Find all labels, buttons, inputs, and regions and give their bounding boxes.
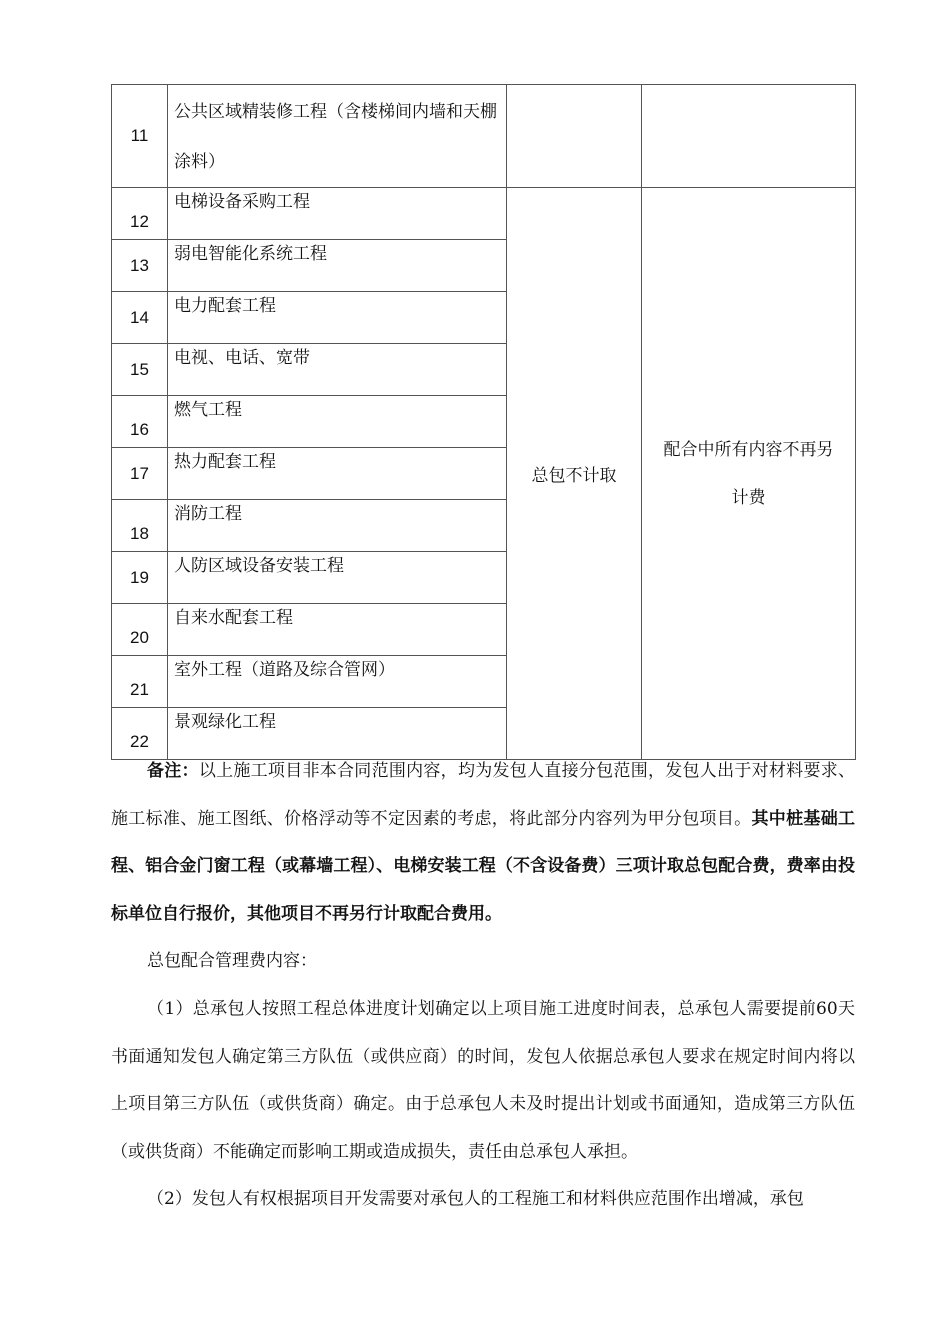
row-number: 16 <box>112 396 168 448</box>
row-item-name: 人防区域设备安装工程 <box>168 552 507 604</box>
subcontract-items-table <box>111 84 856 760</box>
mgmt-heading: 总包配合管理费内容： <box>147 951 317 971</box>
row-number: 14 <box>112 292 168 344</box>
row-number: 17 <box>112 448 168 500</box>
row-item-name: 电梯设备采购工程 <box>168 188 507 240</box>
remark-cell <box>642 85 856 188</box>
row-item-name: 电视、电话、宽带 <box>168 344 507 396</box>
mgmt-item-2: （2）发包人有权根据项目开发需要对承包人的工程施工和材料供应范围作出增减，承包 <box>147 1189 804 1209</box>
row-item-name: 消防工程 <box>168 500 507 552</box>
remark-merged-cell: 配合中所有内容不再另计费 <box>642 188 856 760</box>
row-number: 13 <box>112 240 168 292</box>
row-number: 19 <box>112 552 168 604</box>
note-paragraph <box>111 748 855 938</box>
row-number: 12 <box>112 188 168 240</box>
row-number: 20 <box>112 604 168 656</box>
note-text: 以上施工项目非本合同范围内容，均为发包人直接分包范围，发包人出于对材料要求、施工标准、施工图纸、价格浮动等不定因素的考虑，将此部分内容列为甲分包项目。 <box>111 761 856 829</box>
row-number: 18 <box>112 500 168 552</box>
row-item-name: 电力配套工程 <box>168 292 507 344</box>
table-row <box>112 188 856 240</box>
row-item-name: 室外工程（道路及综合管网） <box>168 656 507 708</box>
mgmt-item-1: （1）总承包人按照工程总体进度计划确定以上项目施工进度时间表，总承包人需要提前60天书面通知发包人确定第三方队伍（或供应商）的时间，发包人依据总承包人要求在规定时间内将以上项目第三方队伍（或供货商）确定。由于总承包人未及时提出计划或书面通知，造成第三方队伍（或供货商）不能确定而影响工期或造成损失，责任由总承包人承担。 <box>111 999 855 1162</box>
row-item-name: 热力配套工程 <box>168 448 507 500</box>
row-item-name: 自来水配套工程 <box>168 604 507 656</box>
row-item-name: 公共区域精装修工程（含楼梯间内墙和天棚涂料） <box>168 85 507 188</box>
row-number: 15 <box>112 344 168 396</box>
table-row <box>112 85 856 188</box>
row-item-name: 燃气工程 <box>168 396 507 448</box>
note-label: 备注： <box>147 761 199 781</box>
fee-merged-cell: 总包不计取 <box>507 188 642 760</box>
row-number: 21 <box>112 656 168 708</box>
row-item-name: 景观绿化工程 <box>168 708 507 760</box>
row-number: 22 <box>112 708 168 760</box>
row-number: 11 <box>112 85 168 188</box>
fee-cell <box>507 85 642 188</box>
note-bold-text: 其中桩基础工程、铝合金门窗工程（或幕墙工程）、电梯安装工程（不含设备费）三项计取总包配合费，费率由投标单位自行报价，其他项目不再另行计取配合费用。 <box>111 808 856 924</box>
row-item-name: 弱电智能化系统工程 <box>168 240 507 292</box>
